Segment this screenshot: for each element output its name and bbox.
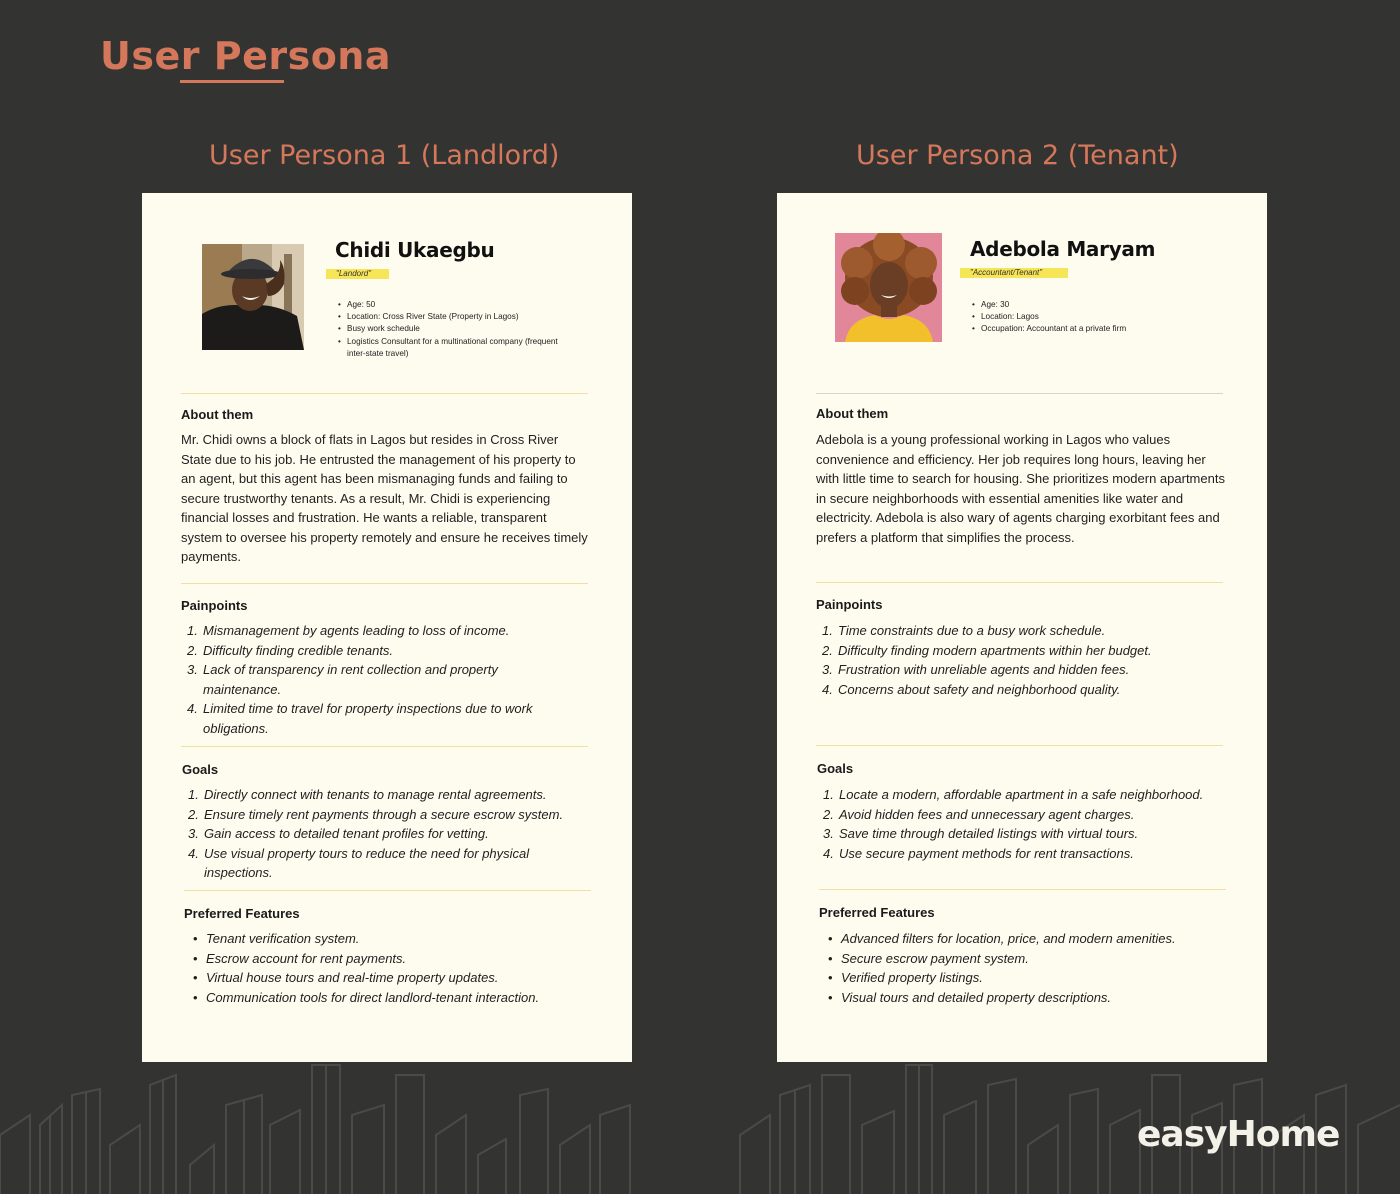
goal-item: 1. Directly connect with tenants to manage rental agreements. [188, 787, 547, 802]
easyhome-logo: easyHome [1137, 1114, 1340, 1155]
about-title: About them [816, 406, 889, 421]
features-title: Preferred Features [819, 905, 935, 920]
about-text: Adebola is a young professional working in Lagos who values convenience and efficiency. Her job requires long hours, leaving her with little time to search for housing. She prioritizes modern apartments in secure neighborhoods with essential amenities like water and electricity. Adebola is also wary of agents charging exorbitant fees and prefers a platform that simplifies the process. [816, 432, 1225, 545]
feature-item: • Visual tours and detailed property descriptions. [828, 989, 1112, 1005]
divider [181, 746, 588, 747]
features-list [819, 929, 1239, 1007]
feature-item: • Escrow account for rent payments. [193, 950, 407, 966]
feature-item: • Advanced filters for location, price, and modern amenities. [828, 931, 1176, 946]
goal-item: 4. Use visual property tours to reduce the need for physical inspections. [188, 845, 530, 881]
goals-list [817, 785, 1237, 863]
about-title: About them [181, 407, 254, 422]
fact-item: • Logistics Consultant for a multinational company (frequent inter-state travel) [338, 336, 578, 360]
divider [181, 583, 588, 584]
goal-item: 3. Save time through detailed listings with virtual tours. [823, 826, 1139, 842]
fact-item: • Age: 50 [338, 299, 578, 311]
painpoint-item: 1. Mismanagement by agents leading to loss of income. [187, 623, 510, 638]
divider [184, 890, 591, 891]
persona-photo [835, 233, 941, 342]
page-title: User Persona [100, 34, 391, 78]
fact-item: • Occupation: Accountant at a private firm [972, 323, 1212, 335]
persona-facts [972, 299, 1212, 336]
goals-title: Goals [817, 761, 854, 776]
goal-item: 1. Locate a modern, affordable apartment in a safe neighborhood. [823, 787, 1204, 802]
painpoints-title: Painpoints [816, 597, 883, 612]
divider [816, 393, 1223, 394]
persona-card-tenant [777, 193, 1267, 1062]
persona-facts [338, 299, 578, 360]
feature-item: • Tenant verification system. [193, 931, 360, 946]
goal-item: 4. Use secure payment methods for rent transactions. [823, 845, 1134, 861]
divider [181, 393, 588, 394]
fact-item: • Age: 30 [972, 299, 1212, 311]
persona-name: Chidi Ukaegbu [335, 238, 495, 262]
persona-role-tag: "Accountant/Tenant" [960, 268, 1068, 278]
fact-item: • Location: Lagos [972, 311, 1212, 323]
goal-item: 3. Gain access to detailed tenant profiles for vetting. [188, 826, 489, 842]
painpoints-title: Painpoints [181, 598, 248, 613]
painpoint-item: 3. Lack of transparency in rent collection and property maintenance. [187, 662, 498, 697]
fact-item: • Busy work schedule [338, 323, 578, 335]
goal-item: 2. Ensure timely rent payments through a secure escrow system. [188, 806, 564, 822]
painpoints-list [816, 621, 1236, 699]
painpoint-item: 4. Limited time to travel for property inspections due to work obligations. [187, 701, 533, 736]
persona-photo [202, 244, 308, 350]
painpoint-item: 3. Frustration with unreliable agents and hidden fees. [822, 662, 1130, 678]
persona-2-heading: User Persona 2 (Tenant) [856, 140, 1179, 171]
divider [816, 745, 1223, 746]
features-list [184, 929, 604, 1007]
goals-list [182, 785, 582, 883]
about-text: Mr. Chidi owns a block of flats in Lagos but resides in Cross River State due to his job. He entrusted the management of his property to an agent, but this agent has been mismanaging funds and failing to secure trustworthy tenants. As a result, Mr. Chidi is experiencing financial losses and frustration. He wants a reliable, transparent system to oversee his property remotely and ensure he receives timely payments. [181, 432, 588, 564]
persona-1-heading: User Persona 1 (Landlord) [209, 140, 560, 171]
title-underline [180, 80, 284, 83]
painpoints-list [181, 621, 561, 739]
painpoint-item: 2. Difficulty finding credible tenants. [187, 642, 394, 658]
painpoint-item: 1. Time constraints due to a busy work schedule. [822, 623, 1106, 638]
fact-item: • Location: Cross River State (Property in Lagos) [338, 311, 578, 323]
feature-item: • Virtual house tours and real-time property updates. [193, 970, 499, 986]
divider [816, 582, 1223, 583]
feature-item: • Secure escrow payment system. [828, 950, 1029, 966]
feature-item: • Communication tools for direct landlord-tenant interaction. [193, 989, 540, 1005]
feature-item: • Verified property listings. [828, 970, 983, 986]
goals-title: Goals [182, 762, 219, 777]
painpoint-item: 4. Concerns about safety and neighborhood quality. [822, 681, 1121, 697]
goal-item: 2. Avoid hidden fees and unnecessary agent charges. [823, 806, 1135, 822]
painpoint-item: 2. Difficulty finding modern apartments within her budget. [822, 642, 1152, 658]
persona-card-landlord [142, 193, 632, 1062]
features-title: Preferred Features [184, 906, 300, 921]
persona-role-tag: "Landord" [326, 269, 389, 279]
persona-name: Adebola Maryam [970, 237, 1156, 261]
divider [819, 889, 1226, 890]
